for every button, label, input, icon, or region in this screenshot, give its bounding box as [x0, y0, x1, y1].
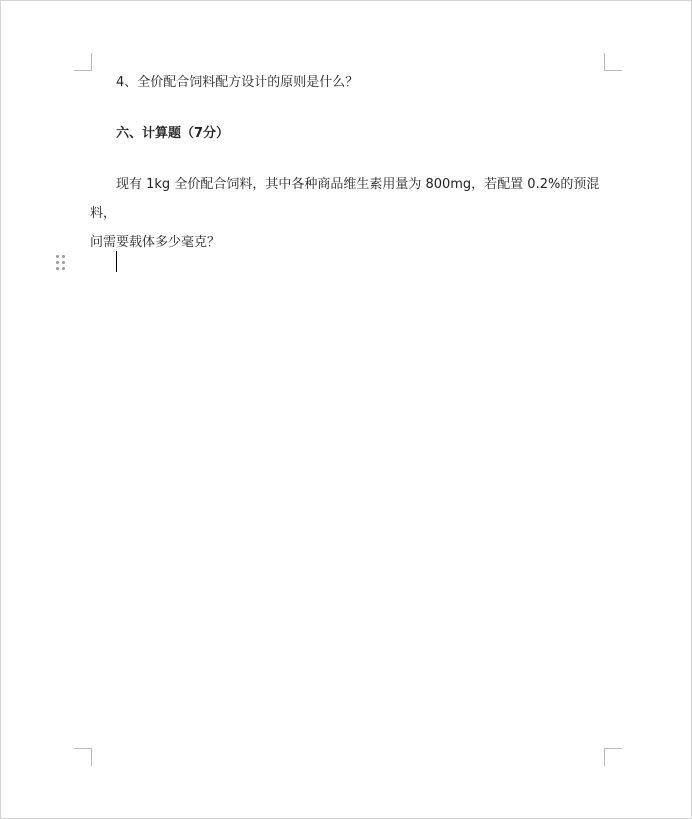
paragraph-drag-handle-icon[interactable]	[56, 255, 66, 271]
drag-dot	[62, 261, 65, 264]
section-heading[interactable]: 六、计算题（7分）	[116, 126, 230, 141]
question-4-paragraph[interactable]: 4、全价配合饲料配方设计的原则是什么？	[116, 75, 359, 90]
drag-dot	[56, 255, 59, 258]
problem-line-2: 问需要载体多少毫克？	[90, 235, 221, 250]
problem-line-1: 现有 1kg 全价配合饲料，其中各种商品维生素用量为 800mg，若配置 0.2%的预混料，	[90, 177, 600, 221]
text-cursor[interactable]	[116, 251, 117, 272]
calculation-problem-paragraph[interactable]	[90, 170, 620, 257]
drag-dot	[56, 267, 59, 270]
drag-dot	[62, 267, 65, 270]
page-margin-corner-bottom-left	[74, 748, 92, 766]
drag-dot	[62, 255, 65, 258]
drag-dot	[56, 261, 59, 264]
page-margin-corner-bottom-right	[604, 748, 622, 766]
